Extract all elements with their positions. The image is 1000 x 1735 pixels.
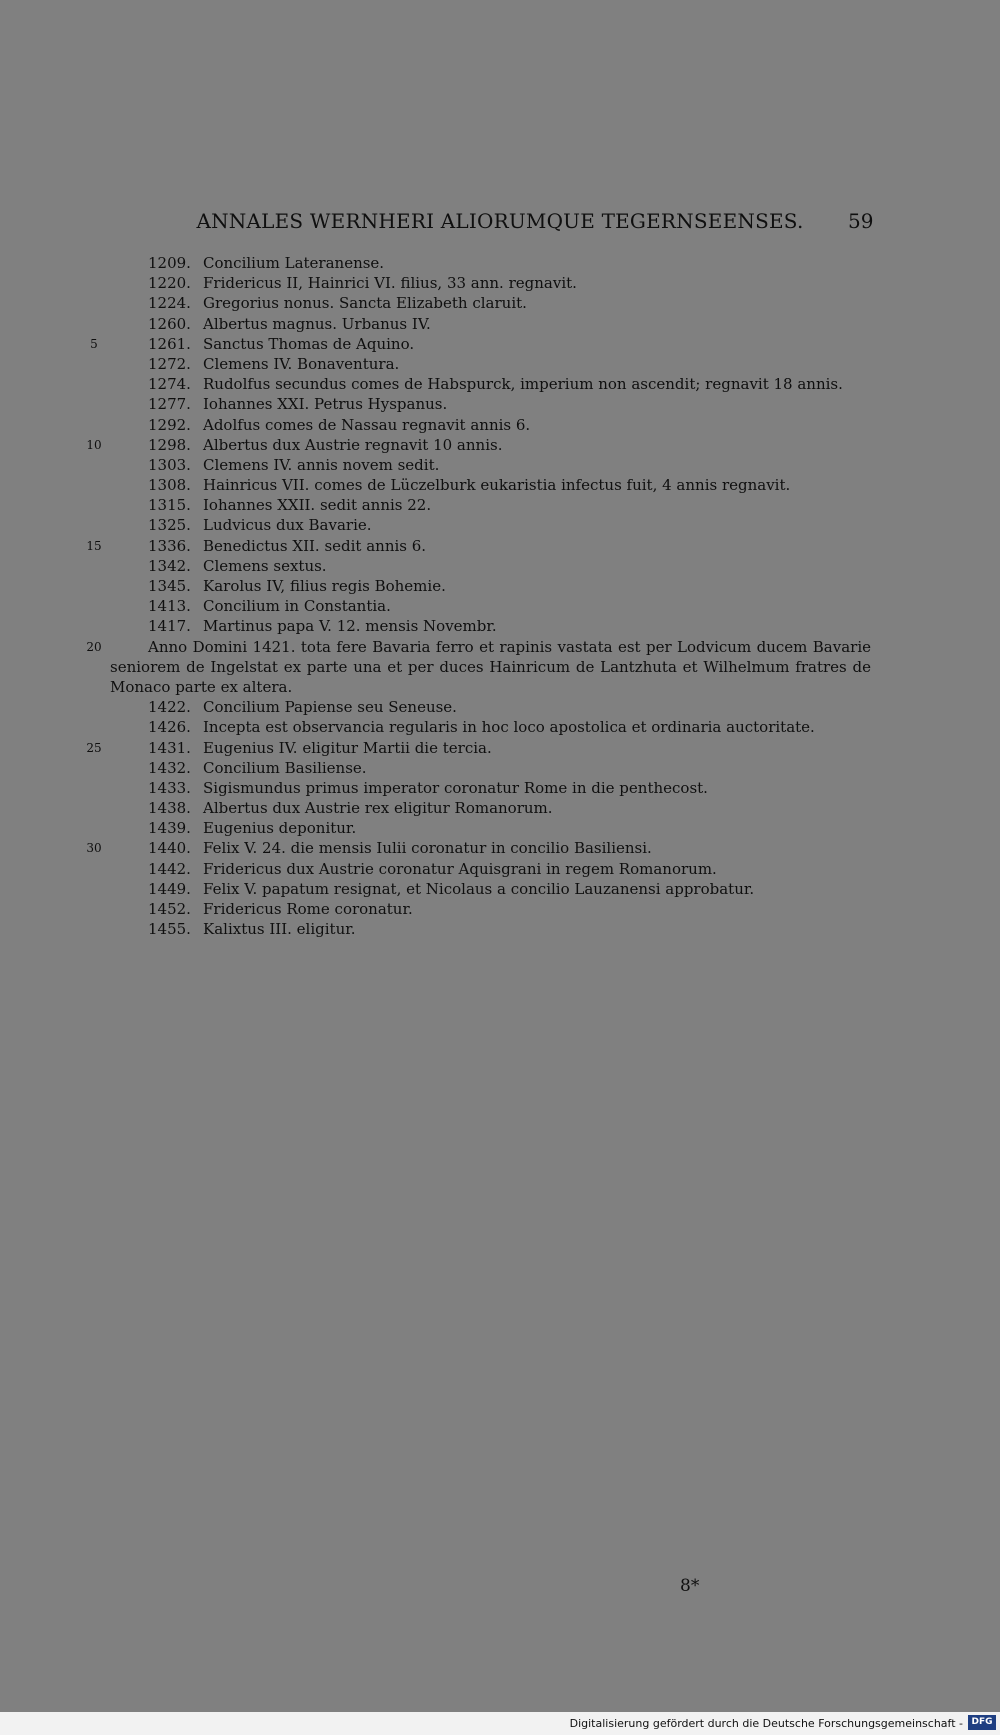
entry-text: Karolus IV, filius regis Bohemie.: [203, 577, 446, 595]
annal-entry: [0, 738, 1000, 758]
entry-year: 1260.: [148, 314, 191, 333]
entry-text: Fridericus Rome coronatur.: [203, 900, 413, 919]
entry-year: 1220.: [148, 274, 191, 293]
entry-text: Sigismundus primus imperator coronatur Rome in die penthecost.: [203, 778, 708, 797]
entry-text: Eugenius deponitur.: [203, 819, 357, 838]
entry-text: Concilium Papiense seu Seneuse.: [203, 698, 457, 717]
entry-year: 1315.: [148, 496, 191, 515]
entry-year: 1422.: [148, 698, 191, 717]
entry-text: Hainricus VII. comes de Lüczelburk eukaristia infectus fuit, 4 annis regnavit.: [203, 476, 791, 495]
annals-text: [0, 253, 1000, 939]
entry-year: 1345.: [148, 577, 191, 595]
entry-text: Martinus papa V. 12. mensis Novembr.: [203, 617, 497, 636]
entry-year: 1303.: [148, 455, 191, 474]
entry-text: Albertus dux Austrie regnavit 10 annis.: [203, 435, 503, 454]
entry-year: 1431.: [148, 738, 191, 757]
annal-entry: [0, 354, 1000, 374]
entry-year: 1426.: [148, 718, 191, 737]
entry-text: Concilium in Constantia.: [203, 597, 391, 616]
annal-entry: [0, 697, 1000, 717]
entry-year: 1439.: [148, 819, 191, 838]
line-number: 30: [86, 841, 102, 856]
paragraph-text: Anno Domini 1421. tota fere Bavaria ferro et rapinis vastata est per Lodvicum ducem Bavarie seniorem de Ingelstat ex parte una et per duces Hainricum de Lantzhuta et Wilhelmum fratres de Monaco parte ex altera.: [110, 637, 871, 696]
entry-text: Gregorius nonus. Sancta Elizabeth claruit.: [203, 294, 527, 313]
entry-year: 1433.: [148, 778, 191, 797]
annal-entry: [0, 859, 1000, 879]
line-number: 10: [86, 437, 102, 452]
annal-entry: [0, 758, 1000, 778]
annal-entry: [0, 576, 1000, 596]
entry-text: Albertus magnus. Urbanus IV.: [203, 314, 431, 333]
entry-year: 1413.: [148, 597, 191, 616]
annal-entry: [0, 455, 1000, 475]
entry-year: 1417.: [148, 617, 191, 636]
line-number: 15: [86, 538, 102, 553]
annal-entry: [0, 435, 1000, 455]
annal-entry: [0, 253, 1000, 273]
line-number: 20: [86, 639, 102, 654]
entry-year: 1261.: [148, 334, 191, 353]
annal-entry: [0, 415, 1000, 435]
annal-entry: [0, 273, 1000, 293]
entry-text: Sanctus Thomas de Aquino.: [203, 334, 415, 353]
entry-year: 1209.: [148, 254, 191, 272]
annal-entry: [0, 778, 1000, 798]
entry-text: Clemens IV. annis novem sedit.: [203, 455, 440, 474]
entry-year: 1442.: [148, 859, 191, 878]
entry-year: 1272.: [148, 354, 191, 373]
entry-text: Eugenius IV. eligitur Martii die tercia.: [203, 738, 492, 757]
dfg-logo: DFG: [968, 1715, 996, 1730]
entry-year: 1438.: [148, 799, 191, 818]
line-number: 5: [90, 336, 98, 351]
entry-year: 1449.: [148, 879, 191, 898]
annal-entry: [0, 293, 1000, 313]
annal-entry: [0, 899, 1000, 919]
entry-year: 1432.: [148, 758, 191, 777]
entry-year: 1455.: [148, 920, 191, 939]
entry-text: Concilium Basiliense.: [203, 758, 367, 777]
annal-entry: [0, 495, 1000, 515]
footer-text: Digitalisierung gefördert durch die Deutsche Forschungsgemeinschaft -: [569, 1717, 963, 1730]
entry-year: 1452.: [148, 900, 191, 919]
entry-text: Adolfus comes de Nassau regnavit annis 6.: [203, 415, 531, 434]
entry-text: Felix V. 24. die mensis Iulii coronatur in concilio Basiliensi.: [203, 839, 652, 858]
entry-text: Felix V. papatum resignat, et Nicolaus a concilio Lauzanensi approbatur.: [203, 879, 755, 898]
entry-year: 1325.: [148, 516, 191, 535]
annal-entry: [0, 879, 1000, 899]
annal-entry: [0, 374, 1000, 394]
annal-entry: [0, 616, 1000, 636]
entry-year: 1342.: [148, 556, 191, 575]
entry-text: Kalixtus III. eligitur.: [203, 920, 356, 939]
entry-year: 1336.: [148, 536, 191, 555]
annal-entry: [0, 536, 1000, 556]
entry-text: Clemens IV. Bonaventura.: [203, 354, 400, 373]
running-title: ANNALES WERNHERI ALIORUMQUE TEGERNSEENSES.: [196, 209, 804, 233]
entry-text: Fridericus dux Austrie coronatur Aquisgrani in regem Romanorum.: [203, 859, 717, 878]
entry-year: 1274.: [148, 375, 191, 394]
entries-list-continued: [0, 697, 1000, 939]
entry-year: 1277.: [148, 395, 191, 414]
annal-entry: [0, 556, 1000, 576]
line-number: 25: [86, 740, 102, 755]
entry-text: Fridericus II, Hainrici VI. filius, 33 ann. regnavit.: [203, 274, 577, 293]
entry-text: Iohannes XXII. sedit annis 22.: [203, 496, 432, 515]
annal-entry: [0, 717, 1000, 737]
annal-entry: [0, 838, 1000, 858]
entry-text: Incepta est observancia regularis in hoc loco apostolica et ordinaria auctoritate.: [203, 718, 815, 737]
entry-text: Rudolfus secundus comes de Habspurck, imperium non ascendit; regnavit 18 annis.: [203, 375, 843, 394]
entry-year: 1298.: [148, 435, 191, 454]
entry-year: 1308.: [148, 476, 191, 495]
entry-text: Albertus dux Austrie rex eligitur Romanorum.: [203, 799, 553, 818]
annal-entry: [0, 596, 1000, 616]
entry-year: 1224.: [148, 294, 191, 313]
entry-text: Clemens sextus.: [203, 556, 327, 575]
entries-list: [0, 253, 1000, 637]
annal-entry: [0, 818, 1000, 838]
entry-year: 1440.: [148, 839, 191, 858]
entry-text: Iohannes XXI. Petrus Hyspanus.: [203, 395, 448, 414]
signature-mark: 8*: [680, 1576, 700, 1596]
entry-text: Concilium Lateranense.: [203, 254, 385, 272]
annal-entry: [0, 394, 1000, 414]
annal-entry: [0, 314, 1000, 334]
annal-entry: [0, 798, 1000, 818]
annal-entry: [0, 919, 1000, 939]
annal-entry: [0, 515, 1000, 535]
page-number: 59: [848, 209, 874, 233]
digitization-footer: [0, 1712, 1000, 1735]
entry-text: Ludvicus dux Bavarie.: [203, 516, 372, 535]
paragraph-1421: [0, 637, 1000, 698]
entry-text: Benedictus XII. sedit annis 6.: [203, 536, 427, 555]
annal-entry: [0, 475, 1000, 495]
annal-entry: [0, 334, 1000, 354]
entry-year: 1292.: [148, 415, 191, 434]
